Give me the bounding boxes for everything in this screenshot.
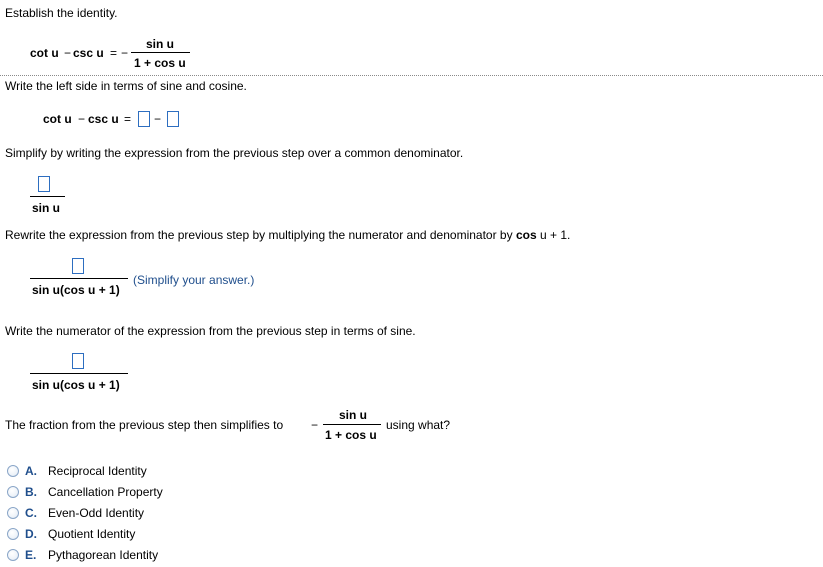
identity-csc: csc u (73, 46, 104, 60)
step4-den-rest: u + 1) (88, 378, 120, 392)
step4-denominator (32, 378, 120, 392)
option-e-radio[interactable] (7, 549, 19, 561)
simplify-hint: (Simplify your answer.) (133, 273, 255, 287)
step3-instruction-cos: cos (515, 228, 537, 242)
step2-numerator-answer-box[interactable] (38, 176, 50, 192)
section-divider (0, 75, 823, 76)
step4-den-cos: cos (64, 378, 85, 392)
step3-instruction-suffix: u + 1. (539, 228, 571, 242)
option-e-letter: E. (25, 548, 37, 562)
identity-minus: − (64, 46, 72, 60)
step3-instruction-text: Rewrite the expression from the previous step by multiplying the numerator and denominator by (5, 228, 513, 242)
option-d-label[interactable]: Quotient Identity (48, 527, 136, 541)
step2-instruction: Simplify by writing the expression from the previous step over a common denominator. (5, 146, 464, 160)
step1-equals: = (124, 112, 132, 126)
step4-den-sin: sin u( (32, 378, 64, 392)
option-d-radio[interactable] (7, 528, 19, 540)
step3-numerator-answer-box[interactable] (72, 258, 84, 274)
step1-csc: csc u (88, 112, 119, 126)
option-c-label[interactable]: Even-Odd Identity (48, 506, 145, 520)
step4-fraction-bar (30, 373, 128, 374)
step1-minus: − (78, 112, 86, 126)
identity-cot: cot u (30, 46, 59, 60)
option-c-radio[interactable] (7, 507, 19, 519)
identity-negative-sign: − (121, 46, 129, 60)
step2-denominator: sin u (32, 201, 61, 215)
step3-fraction-bar (30, 278, 128, 279)
page-title: Establish the identity. (5, 6, 118, 20)
step5-numerator: sin u (339, 408, 368, 422)
step1-between-minus: − (154, 112, 162, 126)
step3-instruction (5, 228, 570, 242)
step3-den-rest: u + 1) (88, 283, 120, 297)
step4-numerator-answer-box[interactable] (72, 353, 84, 369)
option-a-radio[interactable] (7, 465, 19, 477)
option-b-radio[interactable] (7, 486, 19, 498)
option-b-label[interactable]: Cancellation Property (48, 485, 163, 499)
identity-denominator: 1 + cos u (134, 56, 186, 70)
option-b-letter: B. (25, 485, 37, 499)
step5-fraction-bar (323, 424, 381, 425)
step4-instruction: Write the numerator of the expression from the previous step in terms of sine. (5, 324, 416, 338)
step5-question-suffix: using what? (386, 418, 451, 432)
step5-question-prefix: The fraction from the previous step then simplifies to (5, 418, 284, 432)
step1-sin-cos-answer-box-1[interactable] (138, 111, 150, 127)
option-a-letter: A. (25, 464, 37, 478)
step2-fraction-bar (30, 196, 65, 197)
option-d-letter: D. (25, 527, 37, 541)
identity-fraction-bar (131, 52, 190, 53)
step3-denominator (32, 283, 120, 297)
option-e-label[interactable]: Pythagorean Identity (48, 548, 159, 562)
step1-sin-cos-answer-box-2[interactable] (167, 111, 179, 127)
identity-numerator: sin u (146, 37, 175, 51)
step5-negative-sign: − (311, 418, 319, 432)
option-a-label[interactable]: Reciprocal Identity (48, 464, 147, 478)
identity-equals: = (110, 46, 118, 60)
step5-denominator: 1 + cos u (325, 428, 377, 442)
step1-instruction: Write the left side in terms of sine and cosine. (5, 79, 247, 93)
option-c-letter: C. (25, 506, 37, 520)
step1-cot: cot u (43, 112, 72, 126)
step3-den-cos: cos (64, 283, 85, 297)
step3-den-sin: sin u( (32, 283, 64, 297)
